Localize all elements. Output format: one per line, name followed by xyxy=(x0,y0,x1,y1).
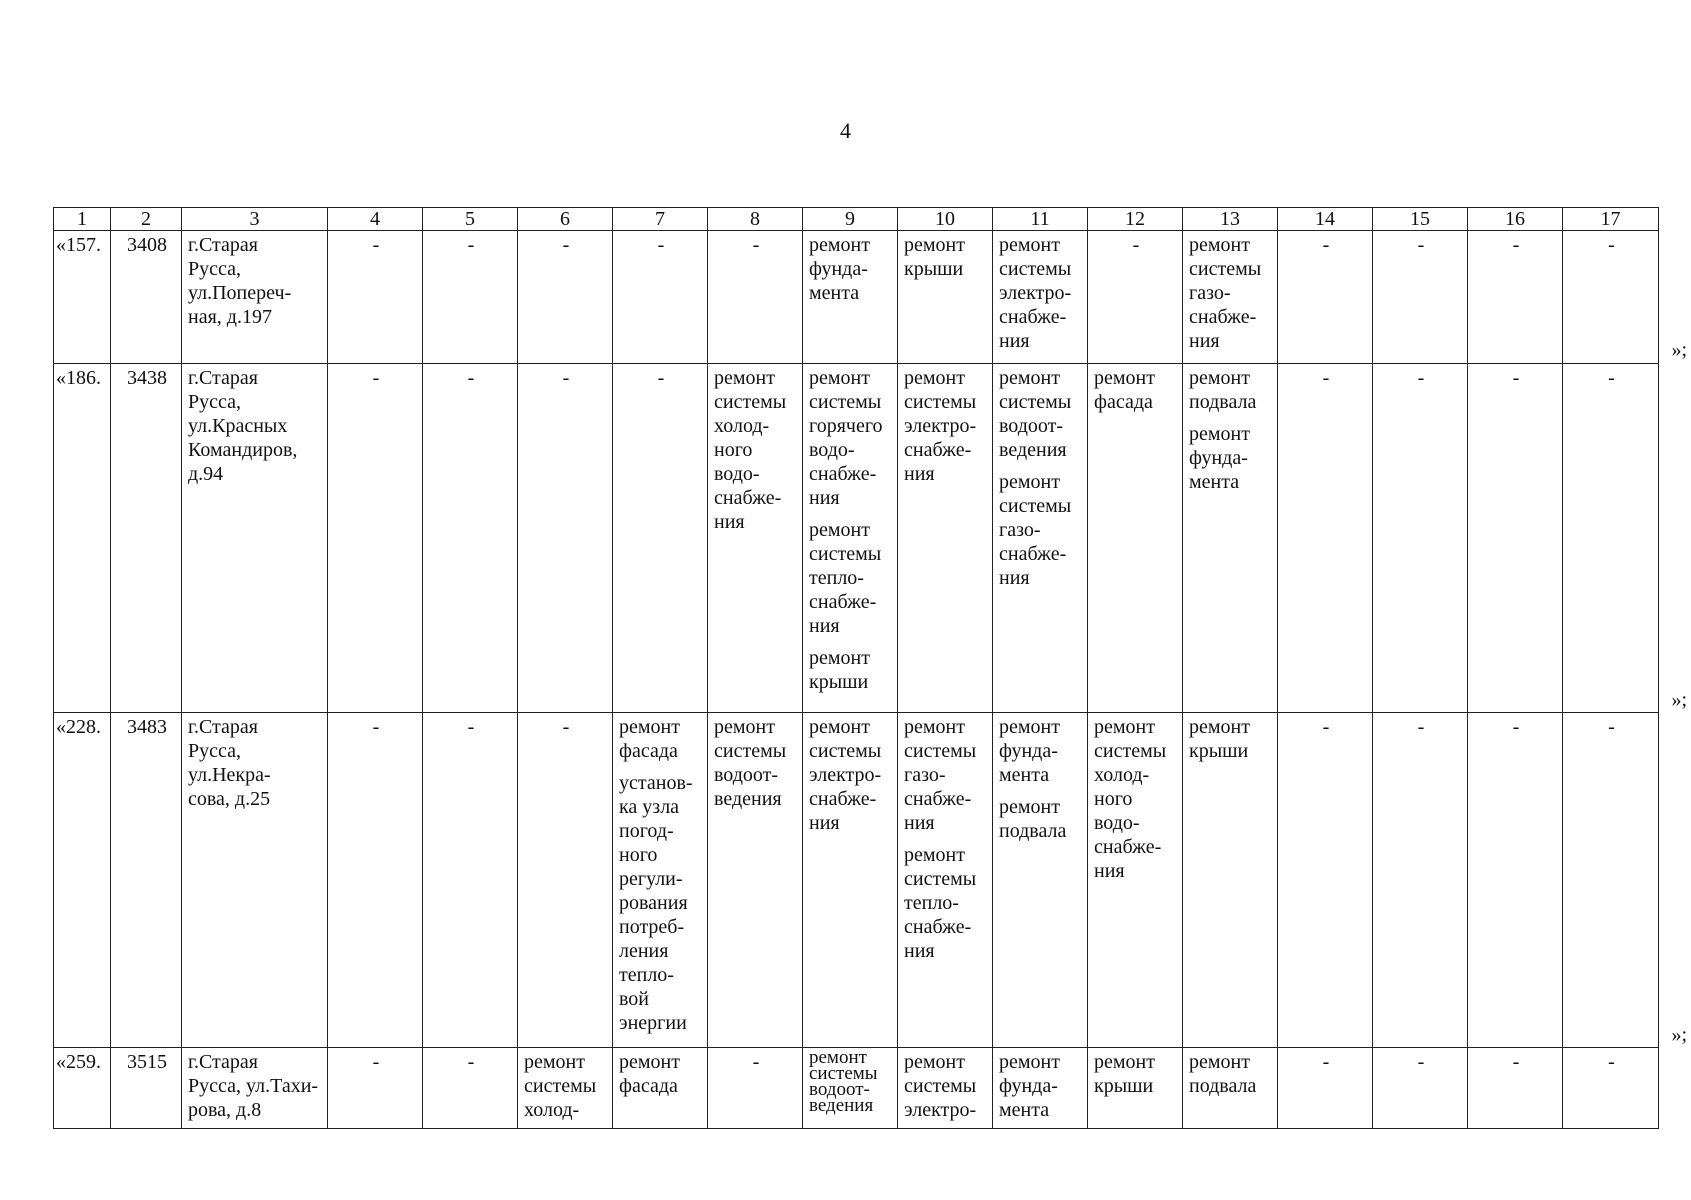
text-line: газо- xyxy=(999,519,1041,541)
column-header: 6 xyxy=(518,208,613,231)
cell-col-12 xyxy=(1088,1048,1183,1129)
cell-col-17: - xyxy=(1563,713,1659,1048)
text-line: системы xyxy=(904,868,977,890)
text-line: ремонт xyxy=(524,1051,585,1073)
text-line: снабже- xyxy=(714,487,782,509)
cell-col-14: - xyxy=(1278,1048,1373,1129)
text-line: водоот- xyxy=(809,1079,870,1100)
work-entry xyxy=(999,795,1083,843)
text-line: ная, д.197 xyxy=(188,306,272,328)
text-line: тепло- xyxy=(619,964,674,986)
text-line: ремонт xyxy=(809,1047,867,1068)
text-line: системы xyxy=(904,740,977,762)
text-line: рования xyxy=(619,892,688,914)
text-line: подвала xyxy=(999,820,1067,842)
text-line: электро- xyxy=(809,764,882,786)
address-cell xyxy=(182,364,328,713)
column-header: 1 xyxy=(54,208,111,231)
text-line: крыши xyxy=(809,671,869,693)
cell-col-12 xyxy=(1088,713,1183,1048)
text-line: фунда- xyxy=(809,258,868,280)
row-number: «259. xyxy=(54,1048,111,1129)
cell-col-15: - xyxy=(1373,1048,1468,1129)
cell-col-6: - xyxy=(518,713,613,1048)
work-entry xyxy=(999,470,1083,590)
text-line: фунда- xyxy=(999,740,1058,762)
column-header: 16 xyxy=(1468,208,1563,231)
work-entry xyxy=(809,646,893,694)
cell-col-7 xyxy=(613,1048,708,1129)
text-line: ления xyxy=(619,940,669,962)
work-entry xyxy=(999,366,1083,462)
text-line: снабже- xyxy=(999,543,1067,565)
cell-col-12 xyxy=(1088,364,1183,713)
cell-col-5: - xyxy=(423,231,518,364)
table-row xyxy=(54,364,1659,713)
text-line: ремонт xyxy=(619,1051,680,1073)
text-line: вой xyxy=(619,988,650,1010)
text-line: газо- xyxy=(904,764,946,786)
text-line: ремонт xyxy=(714,367,775,389)
text-line: снабже- xyxy=(904,788,972,810)
text-line: снабже- xyxy=(904,916,972,938)
text-line: ремонт xyxy=(904,367,965,389)
column-header: 12 xyxy=(1088,208,1183,231)
cell-col-10 xyxy=(898,231,993,364)
cell-col-9 xyxy=(803,1048,898,1129)
text-line: ремонт xyxy=(999,716,1060,738)
text-line: подвала xyxy=(1189,1075,1257,1097)
text-line: системы xyxy=(524,1075,597,1097)
text-line: ремонт xyxy=(999,367,1060,389)
cell-col-13 xyxy=(1183,713,1278,1048)
cell-col-11 xyxy=(993,1048,1088,1129)
table-row xyxy=(54,1048,1659,1129)
column-header: 14 xyxy=(1278,208,1373,231)
text-line: снабже- xyxy=(904,439,972,461)
text-line: системы xyxy=(809,740,882,762)
column-header: 7 xyxy=(613,208,708,231)
text-line: холод- xyxy=(524,1099,580,1121)
text-line: ремонт xyxy=(904,234,965,256)
text-line: системы xyxy=(809,1063,878,1084)
text-line: мента xyxy=(999,764,1050,786)
text-line: электро- xyxy=(999,282,1072,304)
cell-col-6: - xyxy=(518,364,613,713)
text-line: снабже- xyxy=(809,591,877,613)
text-line: холод- xyxy=(1094,764,1150,786)
text-line: системы xyxy=(999,495,1072,517)
cell-col-12: - xyxy=(1088,231,1183,364)
text-line: ремонт xyxy=(904,716,965,738)
cell-col-4: - xyxy=(328,231,423,364)
text-line: ремонт xyxy=(1189,716,1250,738)
cell-col-10 xyxy=(898,713,993,1048)
text-line: системы xyxy=(714,740,787,762)
cell-col-9 xyxy=(803,231,898,364)
text-line: ведения xyxy=(714,788,782,810)
table-row xyxy=(54,231,1659,364)
cell-col-4: - xyxy=(328,713,423,1048)
address-cell xyxy=(182,713,328,1048)
text-line: регули- xyxy=(619,868,683,890)
text-line: ремонт xyxy=(999,471,1060,493)
cell-col-17: - xyxy=(1563,1048,1659,1129)
column-number-row xyxy=(54,208,1659,231)
text-line: электро- xyxy=(904,1099,977,1121)
text-line: водо- xyxy=(1094,812,1140,834)
text-line: снабже- xyxy=(809,788,877,810)
cell-col-8: - xyxy=(708,231,803,364)
cell-col-8: - xyxy=(708,1048,803,1129)
column-header: 11 xyxy=(993,208,1088,231)
text-line: ремонт xyxy=(904,844,965,866)
text-line: ния xyxy=(1094,860,1125,882)
closing-quote-mark: »; xyxy=(1671,689,1687,711)
work-entry xyxy=(619,771,703,1035)
text-line: крыши xyxy=(904,258,964,280)
text-line: снабже- xyxy=(999,306,1067,328)
text-line: ремонт xyxy=(904,1051,965,1073)
text-line: ремонт xyxy=(1094,716,1155,738)
text-line: тепло- xyxy=(809,567,864,589)
work-entry xyxy=(904,715,988,835)
column-header: 3 xyxy=(182,208,328,231)
cell-col-5: - xyxy=(423,1048,518,1129)
page-number: 4 xyxy=(840,118,851,143)
text-line: системы xyxy=(904,391,977,413)
cell-col-15: - xyxy=(1373,713,1468,1048)
text-line: системы xyxy=(1094,740,1167,762)
text-line: ул.Красных xyxy=(188,415,288,437)
cell-col-14: - xyxy=(1278,231,1373,364)
work-entry xyxy=(619,715,703,763)
text-line: системы xyxy=(809,543,882,565)
text-line: ния xyxy=(809,487,840,509)
cell-col-13 xyxy=(1183,364,1278,713)
text-line: фунда- xyxy=(1189,447,1248,469)
repair-table xyxy=(53,207,1659,1129)
row-number: «157. xyxy=(54,231,111,364)
text-line: крыши xyxy=(1189,740,1249,762)
text-line: г.Старая xyxy=(188,367,258,389)
cell-col-16: - xyxy=(1468,1048,1563,1129)
text-line: рова, д.8 xyxy=(188,1099,262,1121)
text-line: ремонт xyxy=(1189,367,1250,389)
cell-col-5: - xyxy=(423,364,518,713)
text-line: ремонт xyxy=(999,1051,1060,1073)
text-line: ного xyxy=(1094,788,1133,810)
cell-col-6: - xyxy=(518,231,613,364)
column-header: 10 xyxy=(898,208,993,231)
text-line: ремонт xyxy=(1094,1051,1155,1073)
text-line: ремонт xyxy=(1189,1051,1250,1073)
cell-col-17: - xyxy=(1563,231,1659,364)
cell-col-16: - xyxy=(1468,231,1563,364)
text-line: ния xyxy=(904,463,935,485)
text-line: водо- xyxy=(714,463,760,485)
cell-col-6 xyxy=(518,1048,613,1129)
text-line: фасада xyxy=(619,1075,678,1097)
text-line: фунда- xyxy=(999,1075,1058,1097)
cell-col-11 xyxy=(993,364,1088,713)
column-header: 17 xyxy=(1563,208,1659,231)
closing-quote-mark: »; xyxy=(1671,1024,1687,1046)
closing-quote-mark: »; xyxy=(1671,339,1687,361)
text-line: ремонт xyxy=(809,234,870,256)
cell-col-16: - xyxy=(1468,364,1563,713)
cell-col-8 xyxy=(708,713,803,1048)
cell-col-10 xyxy=(898,1048,993,1129)
cell-col-14: - xyxy=(1278,713,1373,1048)
cell-col-16: - xyxy=(1468,713,1563,1048)
row-code: 3515 xyxy=(111,1048,182,1129)
column-header: 8 xyxy=(708,208,803,231)
text-line: ния xyxy=(999,330,1030,352)
text-line: подвала xyxy=(1189,391,1257,413)
text-line: ния xyxy=(999,567,1030,589)
text-line: мента xyxy=(999,1099,1050,1121)
text-line: сова, д.25 xyxy=(188,788,271,810)
cell-col-9 xyxy=(803,364,898,713)
cell-col-9 xyxy=(803,713,898,1048)
text-line: ведения xyxy=(999,439,1067,461)
row-code: 3438 xyxy=(111,364,182,713)
text-line: установ- xyxy=(619,772,693,794)
cell-col-11 xyxy=(993,231,1088,364)
text-line: энергии xyxy=(619,1012,687,1034)
text-line: системы xyxy=(1189,258,1262,280)
text-line: ремонт xyxy=(809,716,870,738)
text-line: ремонт xyxy=(1189,423,1250,445)
text-line: газо- xyxy=(1189,282,1231,304)
cell-col-8 xyxy=(708,364,803,713)
text-line: г.Старая xyxy=(188,1051,258,1073)
column-header: 15 xyxy=(1373,208,1468,231)
text-line: ремонт xyxy=(714,716,775,738)
column-header: 5 xyxy=(423,208,518,231)
text-line: ремонт xyxy=(1189,234,1250,256)
text-line: ремонт xyxy=(999,234,1060,256)
row-number: «228. xyxy=(54,713,111,1048)
text-line: системы xyxy=(809,391,882,413)
cell-col-7 xyxy=(613,713,708,1048)
text-line: ния xyxy=(714,511,745,533)
work-entry xyxy=(809,366,893,510)
text-line: ния xyxy=(809,615,840,637)
cell-col-11 xyxy=(993,713,1088,1048)
text-line: снабже- xyxy=(1189,306,1257,328)
text-line: г.Старая xyxy=(188,234,258,256)
text-line: ния xyxy=(904,940,935,962)
text-line: водо- xyxy=(809,439,855,461)
text-line: Русса, xyxy=(188,258,241,280)
text-line: ремонт xyxy=(809,647,870,669)
text-line: ния xyxy=(1189,330,1220,352)
cell-col-7: - xyxy=(613,364,708,713)
text-line: ул.Попереч- xyxy=(188,282,292,304)
cell-col-15: - xyxy=(1373,231,1468,364)
text-line: фасада xyxy=(1094,391,1153,413)
text-line: холод- xyxy=(714,415,770,437)
row-code: 3408 xyxy=(111,231,182,364)
text-line: г.Старая xyxy=(188,716,258,738)
text-line: ведения xyxy=(809,1095,874,1116)
text-line: электро- xyxy=(904,415,977,437)
cell-col-13 xyxy=(1183,231,1278,364)
cell-col-5: - xyxy=(423,713,518,1048)
cell-col-4: - xyxy=(328,1048,423,1129)
cell-col-15: - xyxy=(1373,364,1468,713)
cell-col-4: - xyxy=(328,364,423,713)
text-line: ул.Некра- xyxy=(188,764,271,786)
text-line: ремонт xyxy=(809,367,870,389)
text-line: ного xyxy=(619,844,658,866)
column-header: 4 xyxy=(328,208,423,231)
column-header: 13 xyxy=(1183,208,1278,231)
text-line: системы xyxy=(714,391,787,413)
work-entry xyxy=(904,843,988,963)
text-line: снабже- xyxy=(1094,836,1162,858)
text-line: ного xyxy=(714,439,753,461)
text-line: мента xyxy=(809,282,860,304)
text-line: ка узла xyxy=(619,796,680,818)
cell-col-17: - xyxy=(1563,364,1659,713)
work-entry xyxy=(1189,366,1273,414)
text-line: тепло- xyxy=(904,892,959,914)
column-header: 2 xyxy=(111,208,182,231)
text-line: д.94 xyxy=(188,463,224,485)
text-line: Русса, ул.Тахи- xyxy=(188,1075,319,1097)
work-entry xyxy=(999,715,1083,787)
text-line: погод- xyxy=(619,820,674,842)
work-entry xyxy=(809,518,893,638)
text-line: ремонт xyxy=(999,796,1060,818)
text-line: Русса, xyxy=(188,740,241,762)
cell-col-13 xyxy=(1183,1048,1278,1129)
row-number: «186. xyxy=(54,364,111,713)
cell-col-7: - xyxy=(613,231,708,364)
text-line: системы xyxy=(904,1075,977,1097)
text-line: ния xyxy=(904,812,935,834)
work-entry xyxy=(1189,422,1273,494)
text-line: горячего xyxy=(809,415,883,437)
column-header: 9 xyxy=(803,208,898,231)
row-code: 3483 xyxy=(111,713,182,1048)
address-cell xyxy=(182,231,328,364)
text-line: ния xyxy=(809,812,840,834)
text-line: Русса, xyxy=(188,391,241,413)
text-line: ремонт xyxy=(619,716,680,738)
text-line: крыши xyxy=(1094,1075,1154,1097)
text-line: снабже- xyxy=(809,463,877,485)
text-line: водоот- xyxy=(999,415,1064,437)
text-line: ремонт xyxy=(809,519,870,541)
text-line: ремонт xyxy=(1094,367,1155,389)
address-cell xyxy=(182,1048,328,1129)
text-line: потреб- xyxy=(619,916,685,938)
table-row xyxy=(54,713,1659,1048)
text-line: мента xyxy=(1189,471,1240,493)
cell-col-14: - xyxy=(1278,364,1373,713)
cell-col-10 xyxy=(898,364,993,713)
text-line: водоот- xyxy=(714,764,779,786)
text-line: Командиров, xyxy=(188,439,298,461)
text-line: системы xyxy=(999,391,1072,413)
text-line: системы xyxy=(999,258,1072,280)
text-line: фасада xyxy=(619,740,678,762)
